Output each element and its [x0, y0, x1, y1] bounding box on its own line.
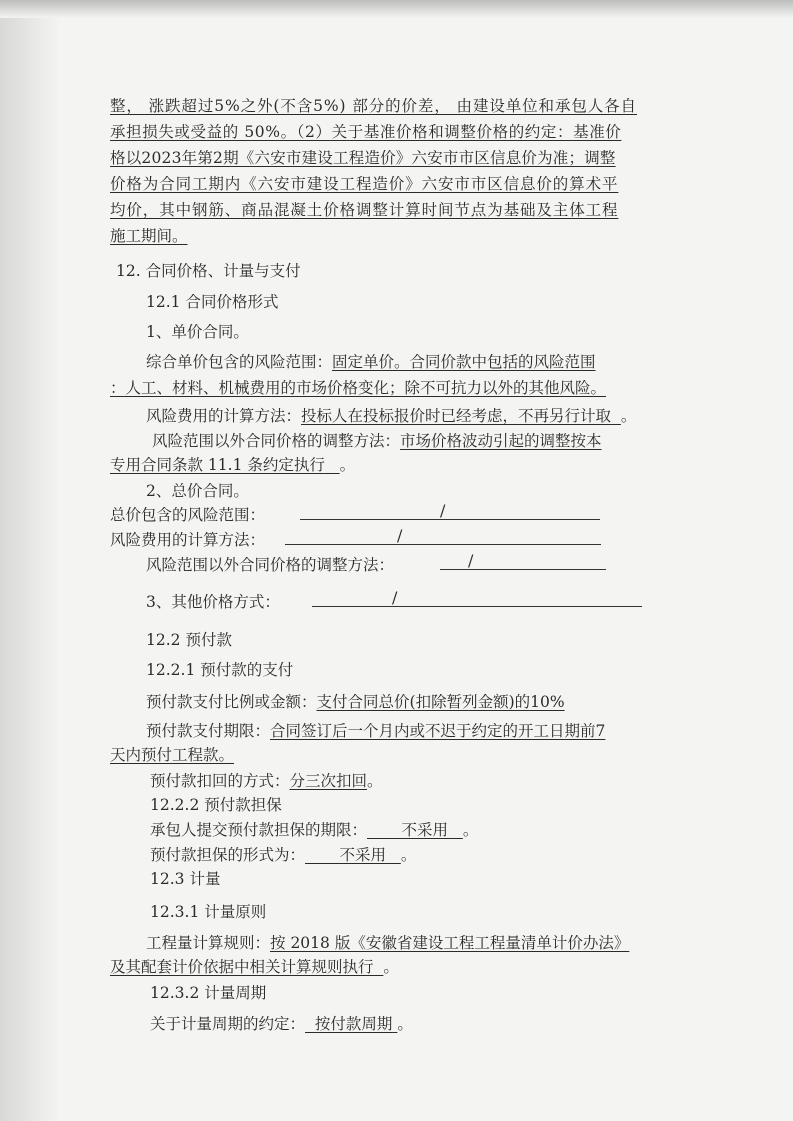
field-label: 风险范围以外合同价格的调整方法： [152, 432, 401, 450]
field-label: 综合单价包含的风险范围： [146, 353, 333, 371]
section-heading: 12.3.2 计量周期 [150, 984, 267, 1002]
field-value: 专用合同条款 11.1 条约定执行 [110, 456, 325, 474]
field-value: ：人工、材料、机械费用的市场价格变化；除不可抗力以外的其他风险。 [110, 379, 607, 397]
field-label: 预付款支付比例或金额： [146, 693, 317, 711]
field-label: 3、其他价格方式： [146, 593, 280, 611]
section-heading: 12.2.2 预付款担保 [150, 796, 282, 814]
field-label: 预付款支付期限： [146, 722, 271, 740]
text-line: 承担损失或受益的 50%。（2）关于基准价格和调整价格的约定：基准价 [110, 123, 622, 141]
field-label: 预付款担保的形式为： [150, 846, 306, 864]
field-label: 承包人提交预付款担保的期限： [150, 821, 368, 839]
text-line: 均价，其中钢筋、商品混凝土价格调整计算时间节点为基础及主体工程 [110, 201, 619, 219]
field-label: 风险费用的计算方法： [146, 407, 302, 425]
field-value: 分三次扣回 [289, 772, 368, 790]
field-value: 及其配套计价依据中相关计算规则执行 [110, 958, 374, 976]
text-line: 施工期间。 [110, 227, 188, 245]
section-heading: 12.3 计量 [150, 870, 221, 888]
document-page: 整， 涨跌超过5%之外(不含5%) 部分的价差， 由建设单位和承包人各自 承担损失或受益的 50%。（2）关于基准价格和调整价格的约定：基准价 格以2023年第2期《六安市建设工程造价》六安市市区信息价为准；调整 价格为合同工期内《六安市建设工程造价》六安市市区信息价的算术平 均价，其中钢筋、商品混凝土价格调整计算时间节点为基础及主体工程 施工期间。 12. 合同价格、计量与支付 12.1 合同价格形式 1、单价合同。 综合单价包含的风险范围：固定单价。合同价款中包括的风险范围 ：人工、材料、机械费用的市场价格变化；除不可抗力以外的其他风险。 风险费用的计算方法：投标人在投标报价时已经考虑，不再另行计取 。 风险范围以外合同价格的调整方法：市场价格波动引起的调整按本 专用合同条款 11.1 条约定执行 。 2、总价合同。 总价包含的风险范围： / 风险费用的计算方法： / 风险范围以外合同价格的调整方法： / 3、其他价格方式： / 12.2 预付款 12.2.1 预付款的支付 预付款支付比例或金额：支付合同总价(扣除暂列金额)的10% 预付款支付期限：合同签订后一个月内或不迟于约定的开工日期前7 天内预付工程款。 预付款扣回的方式：分三次扣回。 12.2.2 预付款担保 承包人提交预付款担保的期限： 不采用 。 预付款担保的形式为： 不采用 。 12.3 计量 12.3.1 计量原则 工程量计算规则：按 2018 版《安徽省建设工程工程量清单计价办法》 及其配套计价依据中相关计算规则执行 。 12.3.2 计量周期 关于计量周期的约定： 按付款周期 。 [0, 0, 793, 1121]
field-value: 不采用 [339, 846, 387, 864]
section-heading: 12.3.1 计量原则 [150, 903, 267, 921]
field-value: 支付合同总价(扣除暂列金额)的10% [316, 693, 565, 711]
field-value: 不采用 [401, 821, 449, 839]
section-heading: 12. 合同价格、计量与支付 [116, 262, 301, 280]
field-label: 关于计量周期的约定： [150, 1015, 306, 1033]
field-label: 风险费用的计算方法： [110, 531, 266, 549]
field-value: 按 2018 版《安徽省建设工程工程量清单计价办法》 [270, 934, 630, 952]
list-item: 1、单价合同。 [146, 323, 249, 341]
field-label: 工程量计算规则： [146, 934, 271, 952]
blank-field: / [312, 590, 642, 607]
field-value: 投标人在投标报价时已经考虑，不再另行计取 [301, 407, 612, 425]
blank-field: / [300, 503, 600, 520]
section-heading: 12.2 预付款 [146, 631, 232, 649]
field-label: 总价包含的风险范围： [110, 506, 266, 524]
text-line: 整， 涨跌超过5%之外(不含5%) 部分的价差， 由建设单位和承包人各自 [110, 97, 637, 115]
blank-field: / [440, 553, 606, 570]
field-label: 风险范围以外合同价格的调整方法： [146, 556, 395, 574]
text-line: 价格为合同工期内《六安市建设工程造价》六安市市区信息价的算术平 [110, 175, 619, 193]
field-value: 天内预付工程款。 [110, 746, 235, 764]
field-value: 市场价格波动引起的调整按本 [400, 432, 602, 450]
field-label: 预付款扣回的方式： [150, 772, 290, 790]
list-item: 2、总价合同。 [146, 482, 249, 500]
field-value: 固定单价。合同价款中包括的风险范围 [332, 353, 596, 371]
blank-field: / [285, 528, 601, 545]
text-line: 格以2023年第2期《六安市建设工程造价》六安市市区信息价为准；调整 [110, 149, 616, 167]
field-value: 按付款周期 [314, 1015, 393, 1033]
section-heading: 12.1 合同价格形式 [146, 293, 279, 311]
section-heading: 12.2.1 预付款的支付 [146, 661, 294, 679]
field-value: 合同签订后一个月内或不迟于约定的开工日期前7 [270, 722, 606, 740]
